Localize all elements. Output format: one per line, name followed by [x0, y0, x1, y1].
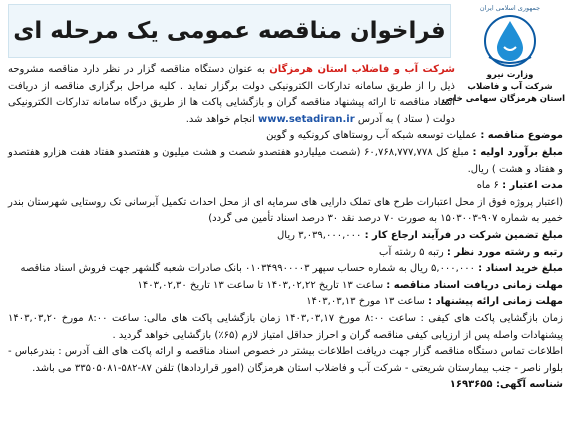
guarantee-row [8, 228, 563, 245]
purchase-row [8, 261, 563, 278]
receive-label: مهلت زمانی دریافت اسناد مناقصه : [386, 279, 563, 291]
announcement-body [8, 62, 563, 434]
logo-top-text: جمهوری اسلامی ایران [479, 4, 541, 12]
estimate-value: مبلغ کل ۶۰,۷۶۸,۷۷۷,۷۷۸ (شصت میلیاردو هفتصدو شصت و هشت میلیون و هفتصدو هفتاد هفت هزارو هفتصدو و هفتاد و هشت ) ریال. [8, 146, 563, 175]
ad-id-label: شناسه آگهی: [495, 379, 563, 391]
subject-row [8, 128, 563, 145]
submit-deadline-row [8, 294, 563, 311]
purchase-label: مبلغ خرید اسناد : [478, 263, 563, 275]
website-link[interactable]: www.setadiran.ir [257, 113, 355, 125]
logo-ministry: وزارت نیرو [486, 70, 534, 80]
guarantee-label: مبلغ تضمین شرکت در فرآیند ارجاع کار : [364, 229, 563, 241]
estimate-label: مبلغ برآورد اولیه : [472, 146, 563, 158]
submit-value: ساعت ۱۳ مورخ ۱۴۰۳,۰۳,۱۳ [306, 296, 429, 308]
estimate-row [8, 145, 563, 178]
intro-text-2: انجام خواهد شد. [185, 113, 258, 125]
grade-value: رتبه ۵ رشته آب [379, 246, 447, 258]
duration-label: مدت اعتبار : [502, 180, 563, 192]
organization-name: شرکت آب و فاضلاب استان هرمزگان [269, 64, 455, 75]
logo-company: شرکت آب و فاضلاب [467, 82, 553, 92]
grade-row [8, 245, 563, 262]
funding-note: (اعتبار پروژه فوق از محل اعتبارات طرح های تملک دارایی های سرمایه ای از محل احداث تکمیل آبرسانی تک روستایی شهرستان بندر خمیر به شماره ۹۰۷-۱۵۰۳۰۰۳ به صورت ۷۰ درصد نقد ۳۰ درصد اسناد تأمین می گردد) [8, 196, 563, 225]
logo-province: استان هرمزگان سهامی خاص [442, 94, 565, 104]
subject-label: موضوع مناقصه : [480, 130, 563, 142]
intro-paragraph [8, 62, 455, 128]
receive-value: ساعت ۱۳ تاریخ ۱۴۰۳,۰۲,۲۲ تا ساعت ۱۳ تاریخ ۱۴۰۳,۰۲,۳۰ [137, 279, 387, 291]
subject-value: عملیات توسعه شبکه آب روستاهای کرونکیه و گوین [266, 130, 481, 142]
intro-text-1: به عنوان دستگاه مناقصه گزار در نظر دارد مناقصه مشروحه ذیل را از طریق سامانه تدارکات الکترونیکی دولت برگزار نماید . کلیه مراحل برگزاری مناقصه از دریافت اسناد مناقصه تا ارائه پیشنهاد مناقصه گران و بازگشایی پاکت ها از طریق درگاه سامانه تدارکات الکترونیکی دولت ( ستاد ) به آدرس [8, 64, 455, 125]
duration-row [8, 178, 563, 195]
grade-label: رتبه و رشته مورد نظر : [446, 246, 563, 258]
contact-paragraph: اطلاعات تماس دستگاه مناقصه گزار جهت دریافت اطلاعات بیشتر در خصوص اسناد مناقصه و ارائه پاکت های الف آدرس : بندرعباس - بلوار ناصر - جنب بیمارستان شریعتی - شرکت آب و فاضلاب استان هرمزگان (امور قراردادها) تلفن ۸۷-۵۸۲-۳۳۵۰۵۰۸۱ می باشد. [8, 346, 563, 374]
page-title: فراخوان مناقصه عمومی یک مرحله ای [13, 18, 446, 44]
title-banner [8, 4, 451, 58]
guarantee-value: ۳,۰۳۹,۰۰۰,۰۰۰ ریال [277, 229, 365, 241]
opening-paragraph: زمان بازگشایی پاکت های کیفی : ساعت ۸:۰۰ مورخ ۱۴۰۳,۰۳,۱۷ زمان بازگشایی پاکت های مالی: ساعت ۸:۰۰ مورخ ۱۴۰۳,۰۳,۲۰ پیشنهادات واصله پس از ارزیابی کیفی مناقصه گران و احراز حداقل امتیاز لازم (۶۵٪) بازگشایی خواهد گردید . [8, 312, 563, 341]
purchase-value: ۵,۰۰۰,۰۰۰ ریال به شماره حساب سپهر ۰۱۰۳۴۹۹۰۰۰۰۳ بانک صادرات شعبه گلشهر جهت فروش اسناد مناقصه [20, 263, 479, 275]
ad-id-row [8, 377, 563, 394]
duration-value: ۶ ماه [476, 180, 503, 192]
water-drop-icon [483, 13, 537, 69]
submit-label: مهلت زمانی ارائه پیشنهاد : [428, 296, 563, 308]
ad-id-value: ۱۶۹۳۶۵۵ [449, 379, 496, 391]
receive-deadline-row [8, 278, 563, 295]
